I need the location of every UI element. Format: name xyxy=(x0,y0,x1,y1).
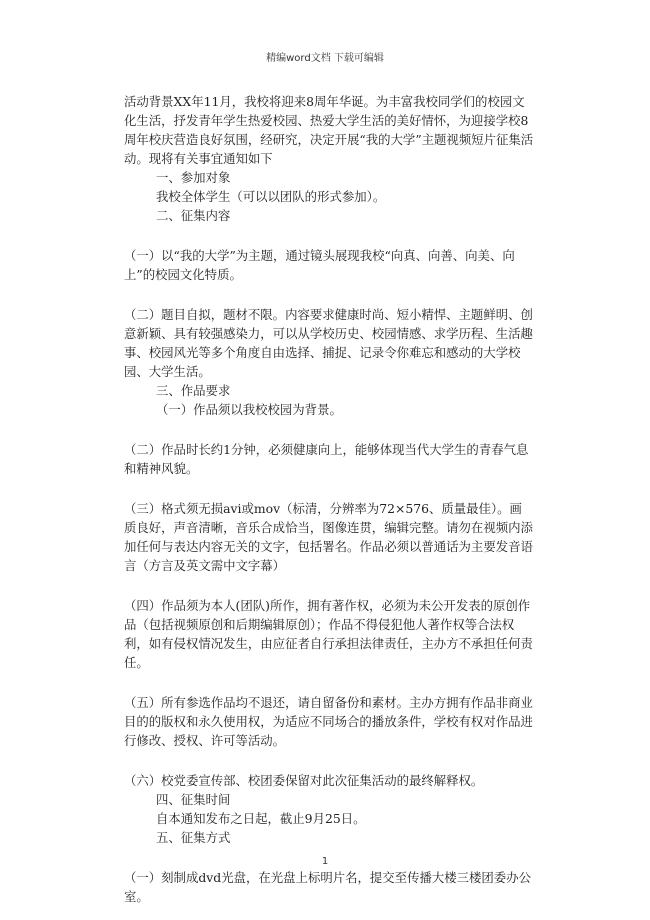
participants-paragraph: 我校全体学生（可以以团队的形式参加）。 xyxy=(156,189,386,204)
requirement-item-4: （四）作品须为本人(团队)所作，拥有著作权，必须为未公开发表的原创作品（包括视频原创和后期编辑原创）；作品不得侵犯他人著作权等合法权利，如有侵权情况发生，由应征者自行承担法律责任，主办方不承担任何责任。 xyxy=(124,598,533,670)
requirement-item-5: （五）所有参选作品均不退还，请自留备份和素材。主办方拥有作品非商业目的的版权和永久使用权，为适应不同场合的播放条件，学校有权对作品进行修改、授权、许可等活动。 xyxy=(124,695,533,748)
requirement-item-1: （一）作品须以我校校园为背景。 xyxy=(156,402,342,417)
intro-paragraph: 活动背景XX年11月，我校将迎来8周年华诞。为丰富我校同学们的校园文化生活，抒发青年学生热爱校园、热爱大学生活的美好情怀，为迎接学校8周年校庆营造良好氛围，经研究，决定开展“我的大学”主题视频短片征集活动。现将有关事宜通知如下 xyxy=(124,94,534,166)
page-number: 1 xyxy=(321,856,329,867)
requirement-item-6: （六）校党委宣传部、校团委保留对此次征集活动的最终解释权。 xyxy=(124,773,484,788)
page-header: 精编word文档 下载可编辑 xyxy=(266,53,384,64)
method-item-1: （一）刻制成dvd光盘，在光盘上标明片名，提交至传播大楼三楼团委办公室。 xyxy=(124,870,531,904)
section-heading-content: 二、征集内容 xyxy=(156,208,231,223)
document-body xyxy=(124,92,534,906)
content-item-1: （一）以“我的大学”为主题，通过镜头展现我校“向真、向善、向美、向上”的校园文化特质。 xyxy=(124,248,515,282)
section-heading-requirements: 三、作品要求 xyxy=(156,383,231,398)
time-paragraph: 自本通知发布之日起，截止9月25日。 xyxy=(156,811,366,826)
content-item-2: （二）题目自拟，题材不限。内容要求健康时尚、短小精悍、主题鲜明、创意新颖、具有较强感染力，可以从学校历史、校园情感、求学历程、生活趣事、校园风光等多个角度自由选择、捕捉、记录令你难忘和感动的大学校园、大学生活。 xyxy=(124,307,533,379)
section-heading-participants: 一、参加对象 xyxy=(156,170,231,185)
section-heading-time: 四、征集时间 xyxy=(156,792,231,807)
requirement-item-2: （二）作品时长约1分钟，必须健康向上，能够体现当代大学生的青春气息和精神风貌。 xyxy=(124,442,529,476)
requirement-item-3: （三）格式须无损avi或mov（标清，分辨率为72×576、质量最佳）。画质良好，声音清晰，音乐合成恰当，图像连贯，编辑完整。请勿在视频内添加任何与表达内容无关的文字，包括署名。作品必须以普通话为主要发音语言（方言及英文需中文字幕） xyxy=(124,501,533,573)
section-heading-method: 五、征集方式 xyxy=(156,830,231,845)
